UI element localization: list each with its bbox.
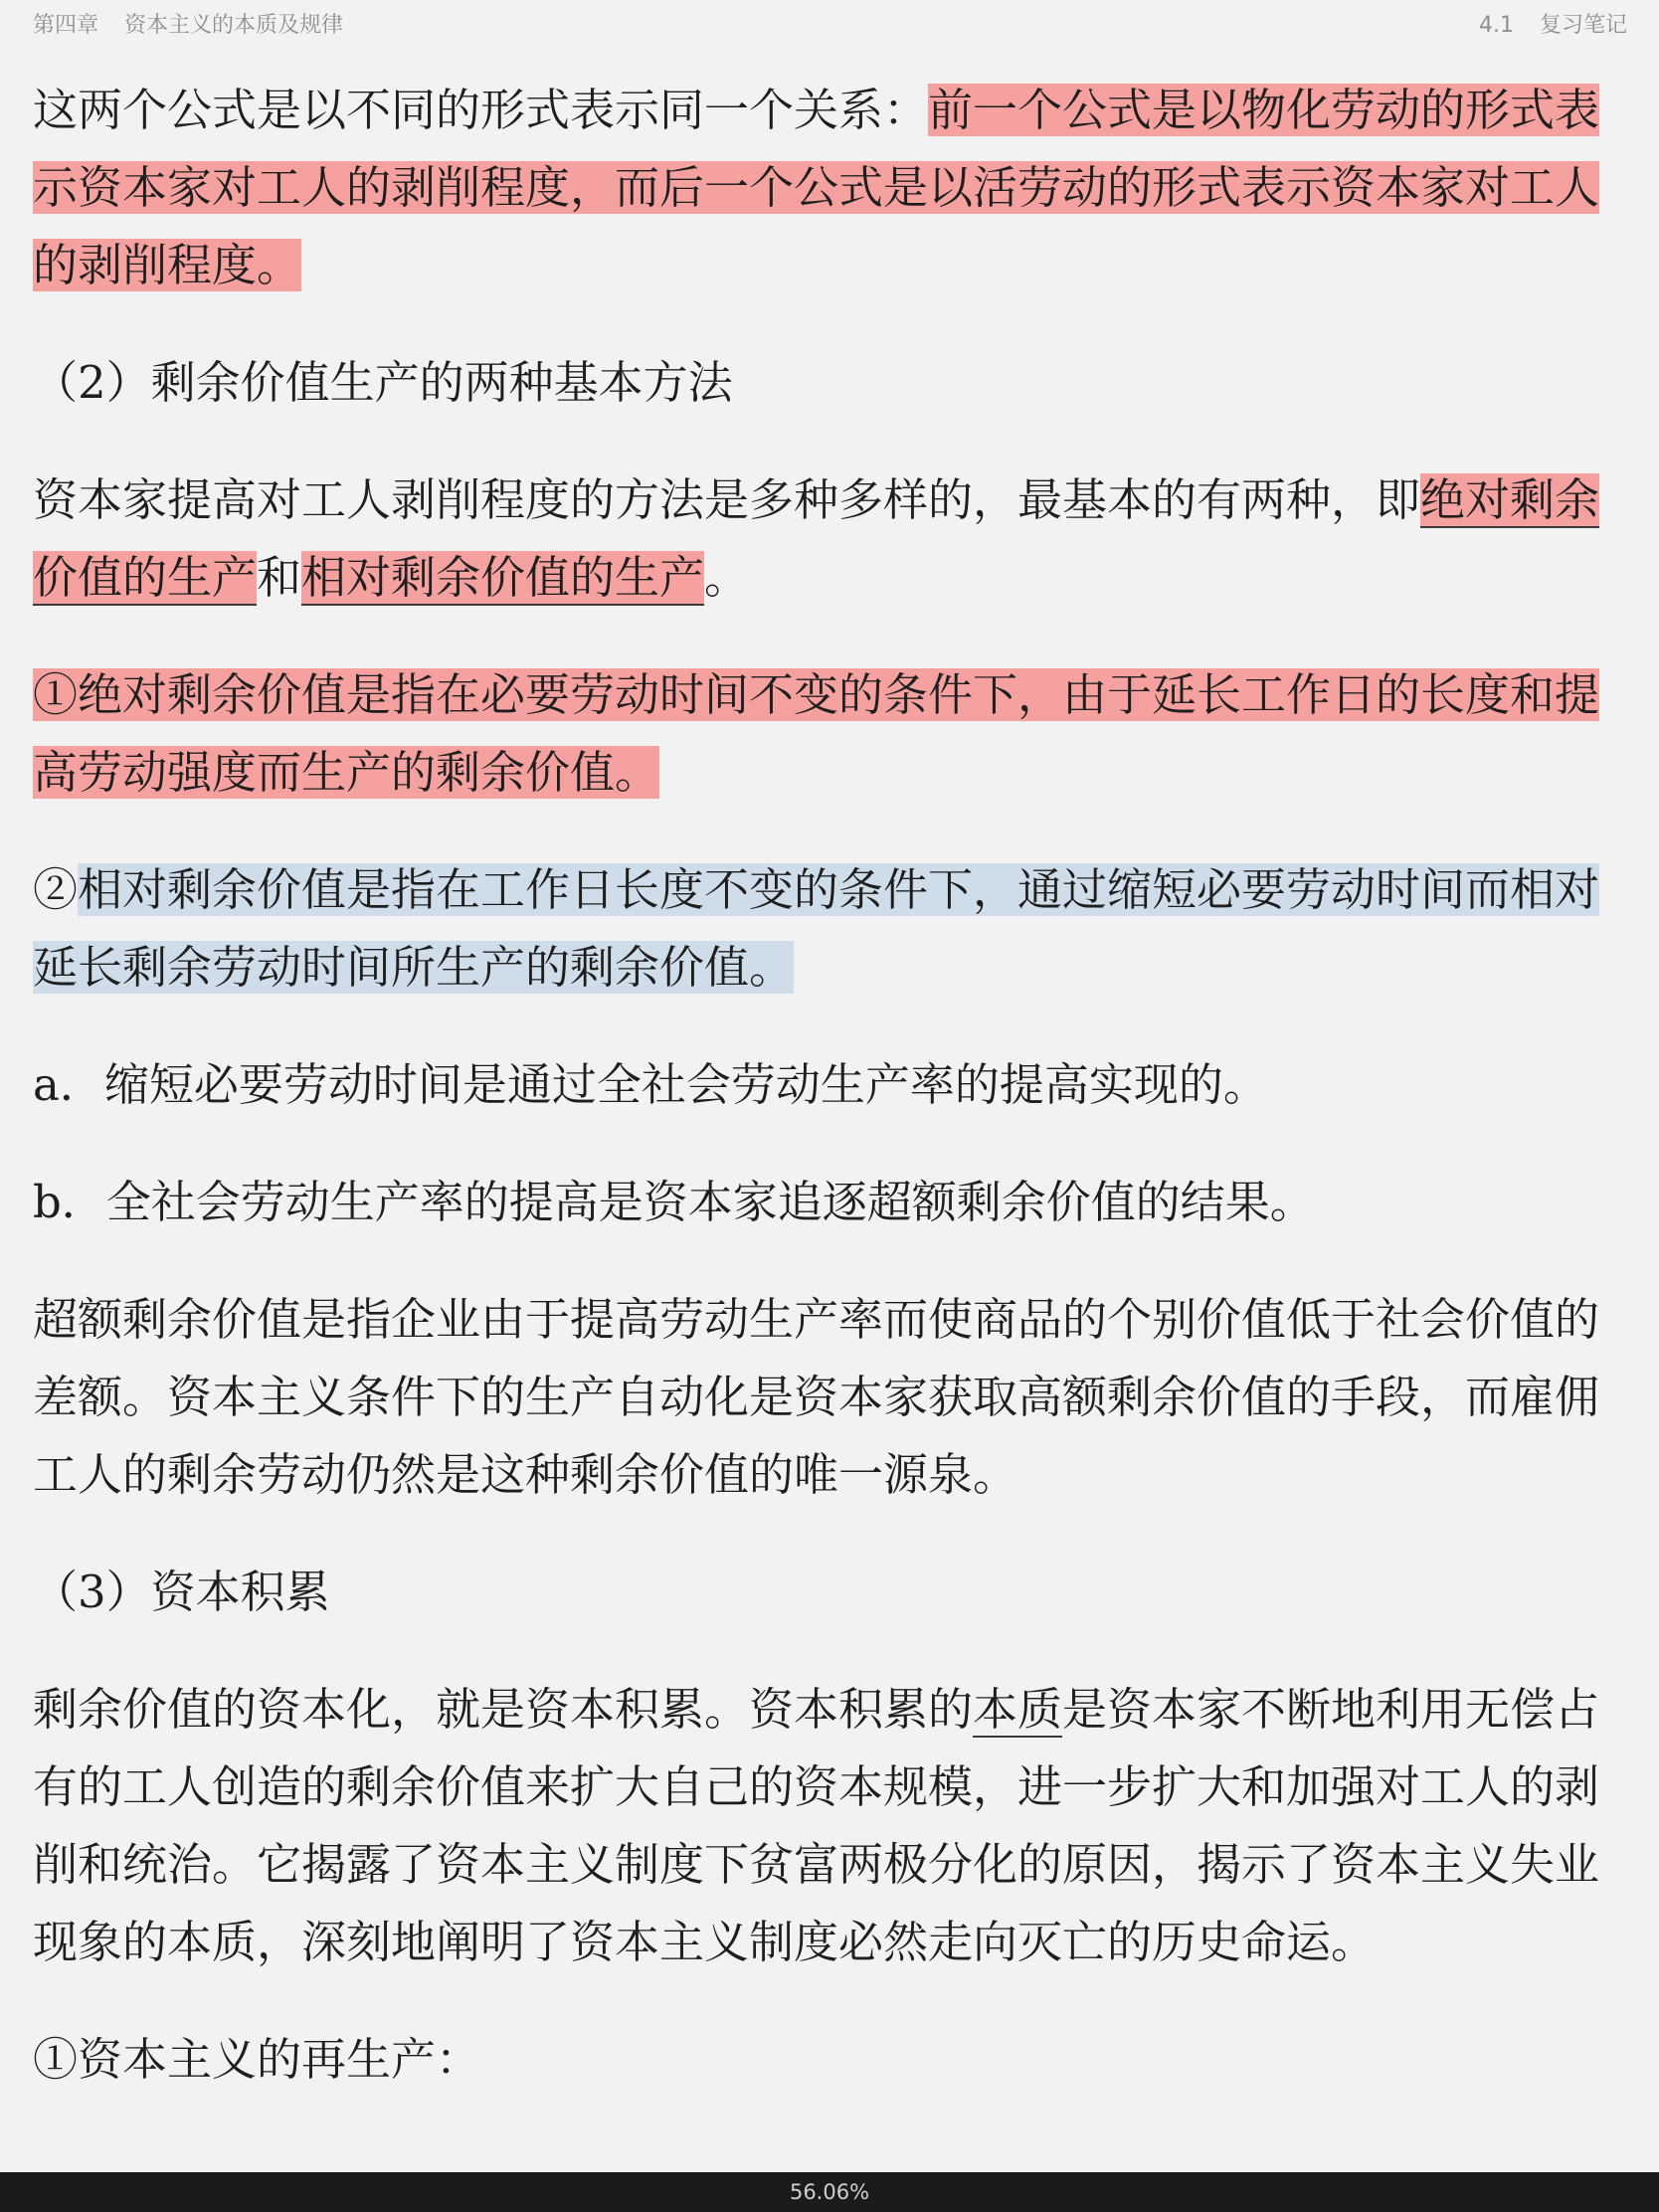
paragraph-text: 。 <box>704 551 750 604</box>
subheading-accumulation: （3）资本积累 <box>33 1566 330 1618</box>
reading-content[interactable] <box>33 72 1629 2099</box>
underline-essence[interactable]: 本质 <box>973 1683 1063 1736</box>
section-title: 复习笔记 <box>1539 13 1627 38</box>
reader-header <box>0 0 1659 42</box>
paragraph-text: 是资本家不断地利用无偿占有的工人创造的剩余价值来扩大自己的资本规模，进一步扩大和加强对工人的剥削和统治。它揭露了资本主义制度下贫富两极分化的原因，揭示了资本主义失业现象的本质，深刻地阐明了资本主义制度必然走向灭亡的历史命运。 <box>33 1683 1600 1968</box>
chapter-title: 资本主义的本质及规律 <box>124 13 344 38</box>
paragraph-accumulation <box>33 1671 1629 1981</box>
paragraph-formula-relation <box>33 72 1629 304</box>
chapter-label: 第四章 <box>33 13 99 38</box>
paragraph-text: 剩余价值的资本化，就是资本积累。资本积累的 <box>33 1683 974 1736</box>
paragraph-relative-surplus <box>33 851 1629 1007</box>
paragraph-text: 这两个公式是以不同的形式表示同一个关系： <box>33 84 929 136</box>
subheading-methods: （2）剩余价值生产的两种基本方法 <box>33 356 733 409</box>
highlight-blue[interactable]: 相对剩余价值是指在工作日长度不变的条件下，通过缩短必要劳动时间而相对延长剩余劳动时间所生产的剩余价值。 <box>33 863 1600 994</box>
section-number: 4.1 <box>1478 13 1514 38</box>
paragraph-two-methods <box>33 461 1629 617</box>
reading-progress-bar <box>0 2172 1659 2212</box>
highlight-underline-absolute[interactable]: 绝对剩余价值的生产 <box>33 473 1600 604</box>
paragraph-excess-surplus: 超额剩余价值是指企业由于提高劳动生产率而使商品的个别价值低于社会价值的差额。资本主义条件下的生产自动化是资本家获取高额剩余价值的手段，而雇佣工人的剩余劳动仍然是这种剩余价值的唯一源泉。 <box>33 1293 1600 1501</box>
section-breadcrumb <box>1479 8 1627 39</box>
highlight-underline-relative[interactable]: 相对剩余价值的生产 <box>301 551 705 604</box>
list-item-b: b．全社会劳动生产率的提高是资本家追逐超额剩余价值的结果。 <box>33 1176 1315 1228</box>
list-item-a: a．缩短必要劳动时间是通过全社会劳动生产率的提高实现的。 <box>33 1058 1268 1111</box>
highlight-red[interactable]: 前一个公式是以物化劳动的形式表示资本家对工人的剥削程度，而后一个公式是以活劳动的形式表示资本家对工人的剥削程度。 <box>33 84 1600 291</box>
chapter-breadcrumb <box>33 8 343 39</box>
paragraph-reproduction: ①资本主义的再生产： <box>33 2033 481 2086</box>
paragraph-absolute-surplus <box>33 656 1629 812</box>
paragraph-text: 和 <box>257 551 302 604</box>
paragraph-text: 资本家提高对工人剥削程度的方法是多种多样的，最基本的有两种，即 <box>33 473 1421 526</box>
progress-percentage: 56.06% <box>789 2180 870 2204</box>
highlight-red[interactable]: ①绝对剩余价值是指在必要劳动时间不变的条件下，由于延长工作日的长度和提高劳动强度而生产的剩余价值。 <box>33 668 1600 799</box>
list-marker: ② <box>33 863 79 916</box>
